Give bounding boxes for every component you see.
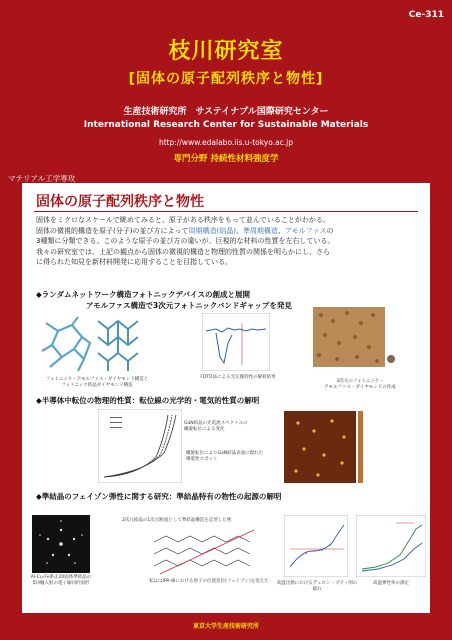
intro-line: 固体の微視的構造を原子(分子)の並び方によって周期構造(結晶)、準周期構造、アモルファスの [36,226,334,235]
main-panel [22,183,430,613]
intro-line: 固体をミクロなスケールで眺めてみると、原子がある秩序をもって並んでいることがわかる。 [36,216,330,224]
left-border [0,183,22,613]
topic-3-title: ◆準結晶のフェイゾン弾性に関する研究：準結晶特有の物性の起源の解明 [36,492,282,501]
poster-code: Ce-311 [408,10,444,20]
lab-url[interactable]: http://www.edalabo.iis.u-tokyo.ac.jp [158,138,294,147]
topic-1-title: ◆ランダムネットワーク構造フォトニックデバイスの創成と展開 [36,290,250,299]
quasicrystal-section-figure [150,528,262,578]
header-band [0,0,452,197]
major-label: マテリアル工学専攻 [8,174,76,183]
intro-text [36,215,420,268]
title-rule [34,211,418,212]
elastic-modulus-plot [356,515,426,577]
figure-caption: GaN結晶の光電流スペクトルの 螺旋転位による変化 [184,421,248,432]
figure-caption: フォトニック・アモルファス・ダイヤモンド構造と フォトニック結晶ダイヤモンド構造 [45,377,149,388]
footer-institute: 東京大学生産技術研究所 [192,623,259,630]
fdtd-plot-figure [202,313,270,371]
section-title: 固体の原子配列秩序と物性 [36,194,204,210]
topic-1-subtitle: アモルファス構造で3次元フォトニックバンドギャップを発見 [86,301,292,310]
amorphous-sample-photo [307,303,399,375]
figure-caption: Al-Cu-Fe系正20面体準結晶の 5回軸入射の電子線回折図形 [30,575,92,586]
figure-caption: 3次元のフォトニック・ アモルファス・ダイヤモンドの作成 [324,379,396,390]
intro-line: 3種類に分類できる。このような原子の並び方の違いが、巨視的な材料の性質を左右している。 [36,237,335,245]
figure-caption: 高温比熱におけるデュロン・プティ則の破れ [276,581,358,592]
photocurrent-spectrum-figure [98,409,182,483]
figure-caption: FDTD法による光伝搬特性の解析結果 [200,375,276,380]
institute-japanese: 生産技術研究所 サステイナブル国際研究センター [123,107,329,117]
figure-caption: 螺旋転位によりGaN結晶表面に現れた 導電性スポット [186,451,264,462]
research-field: 専門分野 持続性材料強度学 [173,154,279,164]
footer-band [0,613,452,640]
lab-subtitle: [固体の原子配列秩序と物性] [128,71,324,87]
institute-english: International Research Center for Sustainable Materials [83,120,369,130]
specific-heat-plot [284,515,348,577]
figure-caption: 私ははIPA-線における原子の位置変位(フェイゾン)を変えた [149,579,269,584]
diamond-structure-figure [38,313,148,375]
lab-title: 枝川研究室 [168,39,284,64]
intro-line: 我々の研究室では、上記の観点から固体の微視的構造と物理的性質の関係を明らかにし、さら [36,247,330,256]
conductive-spot-image [284,411,364,483]
figure-caption: 2次元結晶の1次元断面として準結晶構造を記述した例 [122,518,232,523]
figure-caption: 高温弾性率の測定 [373,581,409,586]
intro-line: に得られた知見を新材料開発に応用することを目指している。 [36,258,232,266]
topic-2-title: ◆半導体中転位の物理的性質：転位線の光学的・電気的性質の解明 [36,396,260,405]
electron-diffraction-figure [32,515,90,573]
right-border [430,183,452,613]
